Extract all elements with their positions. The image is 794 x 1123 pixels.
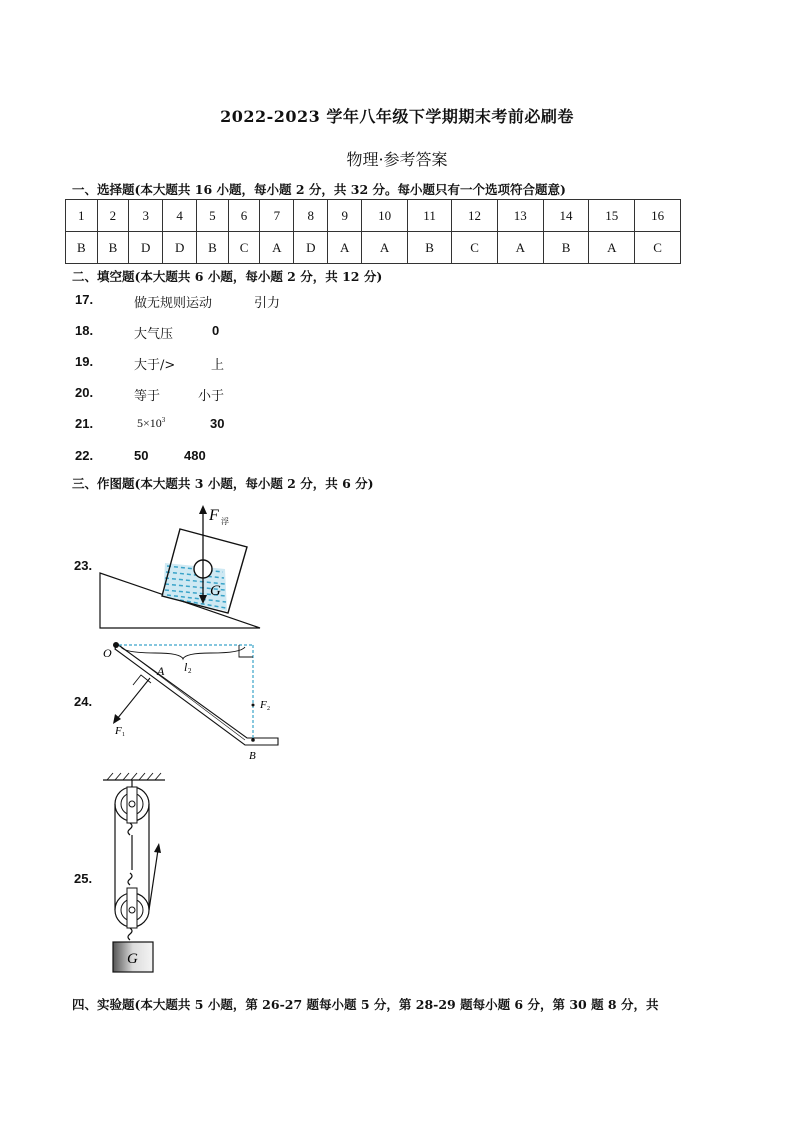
question-number-cell: 4 [163,200,197,232]
question-number-cell: 15 [589,200,635,232]
answer-cell: A [328,232,362,264]
figure-23-number: 23. [74,558,93,573]
fixed-pulley [115,787,149,835]
figure-24-number: 24. [74,694,93,709]
figure-25-number: 25. [74,871,93,886]
answer-blank-1: 做无规则运动 [134,296,213,311]
section-heading-experiment: 四、实验题(本大题共 5 小题，第 26-27 题每小题 5 分，第 28-29 题每小题 6 分，第 30 题 8 分，共 [72,997,659,1012]
ceiling-hatch [107,773,161,780]
answer-blank-1: 50 [134,448,149,463]
force-f1-label: F [115,725,122,737]
lever-bar [115,644,278,745]
answer-row [66,232,681,264]
pivot-point [113,642,119,648]
answer-blank-2: 上 [211,358,225,373]
buoyant-force-label: F [209,507,219,524]
question-number-cell: 13 [497,200,543,232]
figure-24-lever-diagram [95,635,285,765]
question-number-cell: 14 [543,200,589,232]
figure-25-pulley-diagram [95,770,205,980]
point-b-label: B [249,750,256,762]
answer-cell: A [589,232,635,264]
question-number-cell: 3 [129,200,163,232]
force-f2-dot [252,704,255,707]
answer-cell: B [97,232,129,264]
page-title: 2022-2023 学年八年级下学期期末考前必刷卷 [220,107,574,126]
answer-table [65,199,681,264]
answer-cell: B [407,232,451,264]
answer-blank-1: 等于 [134,389,161,404]
answer-cell: A [497,232,543,264]
question-number: 22. [75,448,94,463]
buoyant-force-arrowhead [199,505,207,514]
answer-blank-2: 480 [184,448,206,463]
answer-blank-2: 30 [210,416,225,431]
answer-blank-1: 大于/> [134,358,176,373]
force-f2-label: F [260,699,267,711]
scientific-base: 5×10 [137,416,162,430]
answer-blank-2: 引力 [254,296,281,311]
answer-cell: D [294,232,328,264]
question-number-cell: 12 [452,200,498,232]
answer-cell: D [129,232,163,264]
question-number: 19. [75,354,94,369]
question-number-cell: 6 [228,200,260,232]
arm-label: l [184,660,188,674]
answer-blank-1: 大气压 [134,327,174,342]
point-b-dot [251,738,255,742]
scientific-exponent: 3 [161,416,166,424]
answer-cell: A [362,232,408,264]
buoyant-force-subscript: 浮 [221,517,229,526]
question-number-cell: 9 [328,200,362,232]
question-number-cell: 16 [635,200,681,232]
question-number: 18. [75,323,94,338]
arm-subscript: 2 [188,667,192,675]
page-subtitle: 物理·参考答案 [346,150,448,169]
weight-label: G [127,951,138,967]
answer-cell: C [635,232,681,264]
question-number-cell: 10 [362,200,408,232]
answer-cell: B [66,232,98,264]
pull-arrowhead [154,843,161,853]
answer-cell: C [452,232,498,264]
question-number-cell: 1 [66,200,98,232]
gravity-label: G [210,583,221,599]
figure-23-buoyancy-diagram [95,500,270,635]
question-number-cell: 2 [97,200,129,232]
question-number-cell: 7 [260,200,294,232]
point-a-label: A [157,664,165,678]
section-heading-fill: 二、填空题(本大题共 6 小题，每小题 2 分，共 12 分) [72,269,383,284]
question-number-row [66,200,681,232]
answer-cell: D [163,232,197,264]
question-number: 17. [75,292,94,307]
question-number: 20. [75,385,94,400]
pivot-label: O [103,646,112,660]
answer-blank-2: 0 [212,323,220,338]
section-heading-choice: 一、选择题(本大题共 16 小题，每小题 2 分，共 32 分。每小题只有一个选项符合题意) [72,182,566,197]
answer-cell: C [228,232,260,264]
right-angle-mark [239,645,253,657]
movable-pulley [115,873,149,940]
question-number-cell: 5 [197,200,229,232]
question-number-cell: 11 [407,200,451,232]
force-f2-subscript: 2 [267,706,270,712]
answer-cell: B [197,232,229,264]
answer-blank-2: 小于 [198,389,225,404]
arm-brace [121,647,245,659]
rope-pull [149,850,158,910]
question-number-cell: 8 [294,200,328,232]
section-heading-drawing: 三、作图题(本大题共 3 小题，每小题 2 分，共 6 分) [72,476,374,491]
answer-cell: B [543,232,589,264]
force-f1-subscript: 1 [122,732,125,738]
answer-blank-1 [137,416,165,431]
question-number: 21. [75,416,94,431]
answer-cell: A [260,232,294,264]
